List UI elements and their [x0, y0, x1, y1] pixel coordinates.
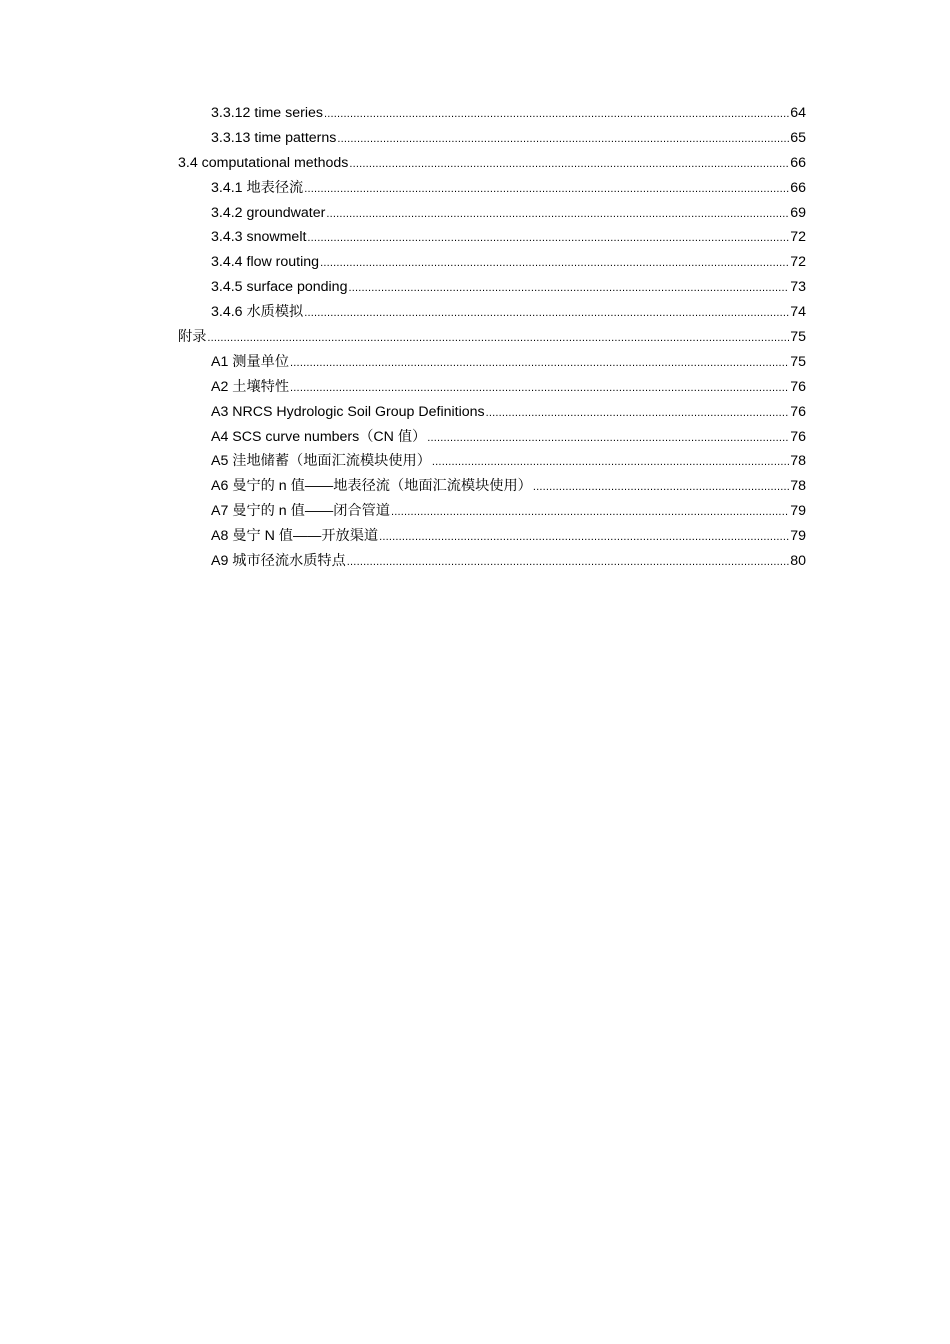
toc-entry[interactable] — [178, 151, 806, 176]
table-of-contents — [178, 101, 806, 574]
toc-dot-leader — [290, 350, 789, 376]
toc-entry-page-number: 65 — [790, 129, 806, 146]
toc-entry[interactable] — [178, 300, 806, 325]
toc-entry-label: A8 曼宁 N 值——开放渠道 — [211, 528, 379, 545]
toc-entry[interactable] — [178, 275, 806, 300]
toc-entry-label: 3.4.1 地表径流 — [211, 179, 304, 196]
toc-dot-leader — [307, 225, 789, 251]
toc-dot-leader — [379, 524, 789, 550]
toc-entry-page-number: 64 — [790, 105, 806, 121]
toc-dot-leader — [348, 275, 789, 301]
toc-entry[interactable] — [178, 549, 806, 574]
toc-entry-page-number: 74 — [790, 304, 806, 321]
toc-entry-page-number: 79 — [790, 528, 806, 545]
toc-entry[interactable] — [178, 176, 806, 201]
toc-entry-label: 3.4.2 groundwater — [211, 204, 326, 221]
toc-dot-leader — [427, 425, 789, 451]
toc-entry[interactable] — [178, 126, 806, 151]
toc-entry-page-number: 78 — [790, 478, 806, 495]
toc-dot-leader — [349, 151, 789, 177]
toc-entry-label: 3.4.5 surface ponding — [211, 279, 348, 296]
toc-entry-page-number: 76 — [790, 428, 806, 445]
toc-entry-page-number: 80 — [790, 553, 806, 570]
toc-entry[interactable] — [178, 250, 806, 275]
toc-entry-label: 3.4.6 水质模拟 — [211, 304, 304, 321]
toc-entry[interactable] — [178, 350, 806, 375]
toc-entry[interactable] — [178, 325, 806, 350]
toc-entry-page-number: 72 — [790, 229, 806, 246]
toc-dot-leader — [290, 375, 789, 401]
toc-entry-page-number: 69 — [790, 204, 806, 221]
toc-entry[interactable] — [178, 375, 806, 400]
toc-entry[interactable] — [178, 499, 806, 524]
toc-entry-label: 3.4 computational methods — [178, 154, 349, 171]
toc-entry-label: 3.4.3 snowmelt — [211, 229, 307, 246]
toc-dot-leader — [391, 499, 789, 525]
toc-entry-page-number: 72 — [790, 254, 806, 271]
toc-entry[interactable] — [178, 474, 806, 499]
toc-entry-label: A1 测量单位 — [211, 353, 290, 370]
toc-entry-page-number: 76 — [790, 403, 806, 420]
toc-entry-label: 附录 — [178, 329, 207, 346]
toc-entry-page-number: 79 — [790, 503, 806, 520]
toc-entry-label: A2 土壤特性 — [211, 378, 290, 395]
toc-dot-leader — [432, 449, 789, 475]
toc-entry[interactable] — [178, 201, 806, 226]
toc-entry-page-number: 76 — [790, 378, 806, 395]
toc-dot-leader — [304, 300, 789, 326]
toc-entry-label: A3 NRCS Hydrologic Soil Group Definitions — [211, 403, 485, 420]
toc-entry-label: A6 曼宁的 n 值——地表径流（地面汇流模块使用） — [211, 478, 532, 495]
toc-dot-leader — [486, 400, 790, 426]
toc-entry-page-number: 75 — [790, 353, 806, 370]
toc-entry[interactable] — [178, 449, 806, 474]
toc-dot-leader — [304, 176, 789, 202]
toc-dot-leader — [326, 201, 789, 227]
toc-entry-label: A4 SCS curve numbers（CN 值） — [211, 428, 427, 445]
toc-entry[interactable] — [178, 400, 806, 425]
toc-entry-label: 3.3.12 time series — [211, 105, 323, 121]
toc-entry[interactable] — [178, 524, 806, 549]
toc-entry-page-number: 66 — [790, 154, 806, 171]
toc-dot-leader — [324, 101, 789, 127]
toc-entry-page-number: 78 — [790, 453, 806, 470]
toc-dot-leader — [337, 126, 789, 152]
toc-entry-label: A9 城市径流水质特点 — [211, 553, 346, 570]
toc-entry-label: 3.3.13 time patterns — [211, 129, 337, 146]
toc-entry-page-number: 75 — [790, 329, 806, 346]
toc-dot-leader — [533, 474, 789, 500]
toc-entry-page-number: 66 — [790, 179, 806, 196]
toc-entry[interactable] — [178, 225, 806, 250]
toc-entry-label: 3.4.4 flow routing — [211, 254, 320, 271]
toc-entry[interactable] — [178, 101, 806, 126]
toc-entry[interactable] — [178, 425, 806, 450]
toc-entry-label: A7 曼宁的 n 值——闭合管道 — [211, 503, 390, 520]
toc-entry-page-number: 73 — [790, 279, 806, 296]
toc-entry-label: A5 洼地储蓄（地面汇流模块使用） — [211, 453, 431, 470]
toc-dot-leader — [320, 250, 789, 276]
toc-dot-leader — [347, 549, 789, 575]
toc-dot-leader — [207, 325, 789, 351]
